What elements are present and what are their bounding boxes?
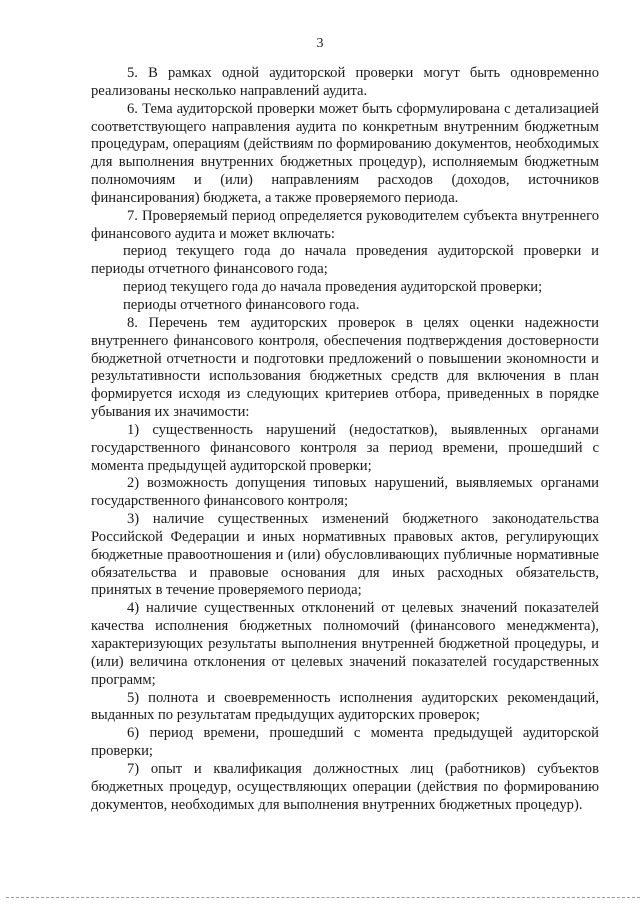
period-option-3: периоды отчетного финансового года. — [123, 296, 360, 313]
paragraph-8: 8. Перечень тем аудиторских проверок в целях оценки надежности внутреннего финансового контроля, обеспечения подтверждения достоверности бюджетной отчетности и подготовки предложений о повышении экономности и результативности использования бюджетных средств для включения в план формируется исходя из следующих критериев отбора, приведенных в порядке убывания их значимости: — [91, 314, 599, 421]
criterion-2: 2) возможность допущения типовых нарушений, выявляемых органами государственного финансового контроля; — [91, 475, 599, 510]
criterion-4: 4) наличие существенных отклонений от целевых значений показателей качества исполнения бюджетных полномочий (финансового менеджмента), характеризующих результаты выполнения внутренней бюджетной процедуры, и (или) величина отклонения от целевых значений показателей государственных программ; — [91, 600, 599, 688]
criterion-3: 3) наличие существенных изменений бюджетного законодательства Российской Федерации и иных нормативных правовых актов, регулирующих бюджетные правоотношения и (или) обусловливающих публичные нормативные обязательства и правовые основания для иных расходных обязательств, принятых в течение проверяемого периода; — [91, 511, 599, 599]
criterion-1: 1) существенность нарушений (недостатков), выявленных органами государственного финансового контроля за период времени, прошедший с момента предыдущей аудиторской проверки; — [91, 421, 599, 474]
paragraph-6: 6. Тема аудиторской проверки может быть сформулирована с детализацией соответствующего направления аудита по конкретным внутренним бюджетным процедурам, операциям (действиям по формированию документов, необходимых для выполнения внутренних бюджетных процедур), исполняемым бюджетным полномочиям и (или) направлениям расходов (доходов, источников финансирования) бюджета, а также проверяемого периода. — [91, 100, 599, 206]
document-body — [91, 65, 599, 814]
paragraph-5: 5. В рамках одной аудиторской проверки могут быть одновременно реализованы несколько направлений аудита. — [91, 65, 599, 99]
criterion-6: 6) период времени, прошедший с момента предыдущей аудиторской проверки; — [91, 725, 599, 760]
page-number: 3 — [316, 36, 324, 51]
scan-edge-line — [6, 897, 640, 898]
criterion-5: 5) полнота и своевременность исполнения аудиторских рекомендаций, выданных по результатам предыдущих аудиторских проверок; — [91, 689, 599, 724]
paragraph-7: 7. Проверяемый период определяется руководителем субъекта внутреннего финансового аудита и может включать: — [91, 207, 599, 242]
period-option-1: период текущего года до начала проведения аудиторской проверки и периоды отчетного финансового года; — [91, 243, 599, 278]
period-option-2: период текущего года до начала проведения аудиторской проверки; — [123, 279, 543, 296]
criterion-7: 7) опыт и квалификация должностных лиц (работников) субъектов бюджетных процедур, осуществляющих операции (действия по формированию документов, необходимых для выполнения внутренних бюджетных процедур). — [91, 760, 599, 813]
